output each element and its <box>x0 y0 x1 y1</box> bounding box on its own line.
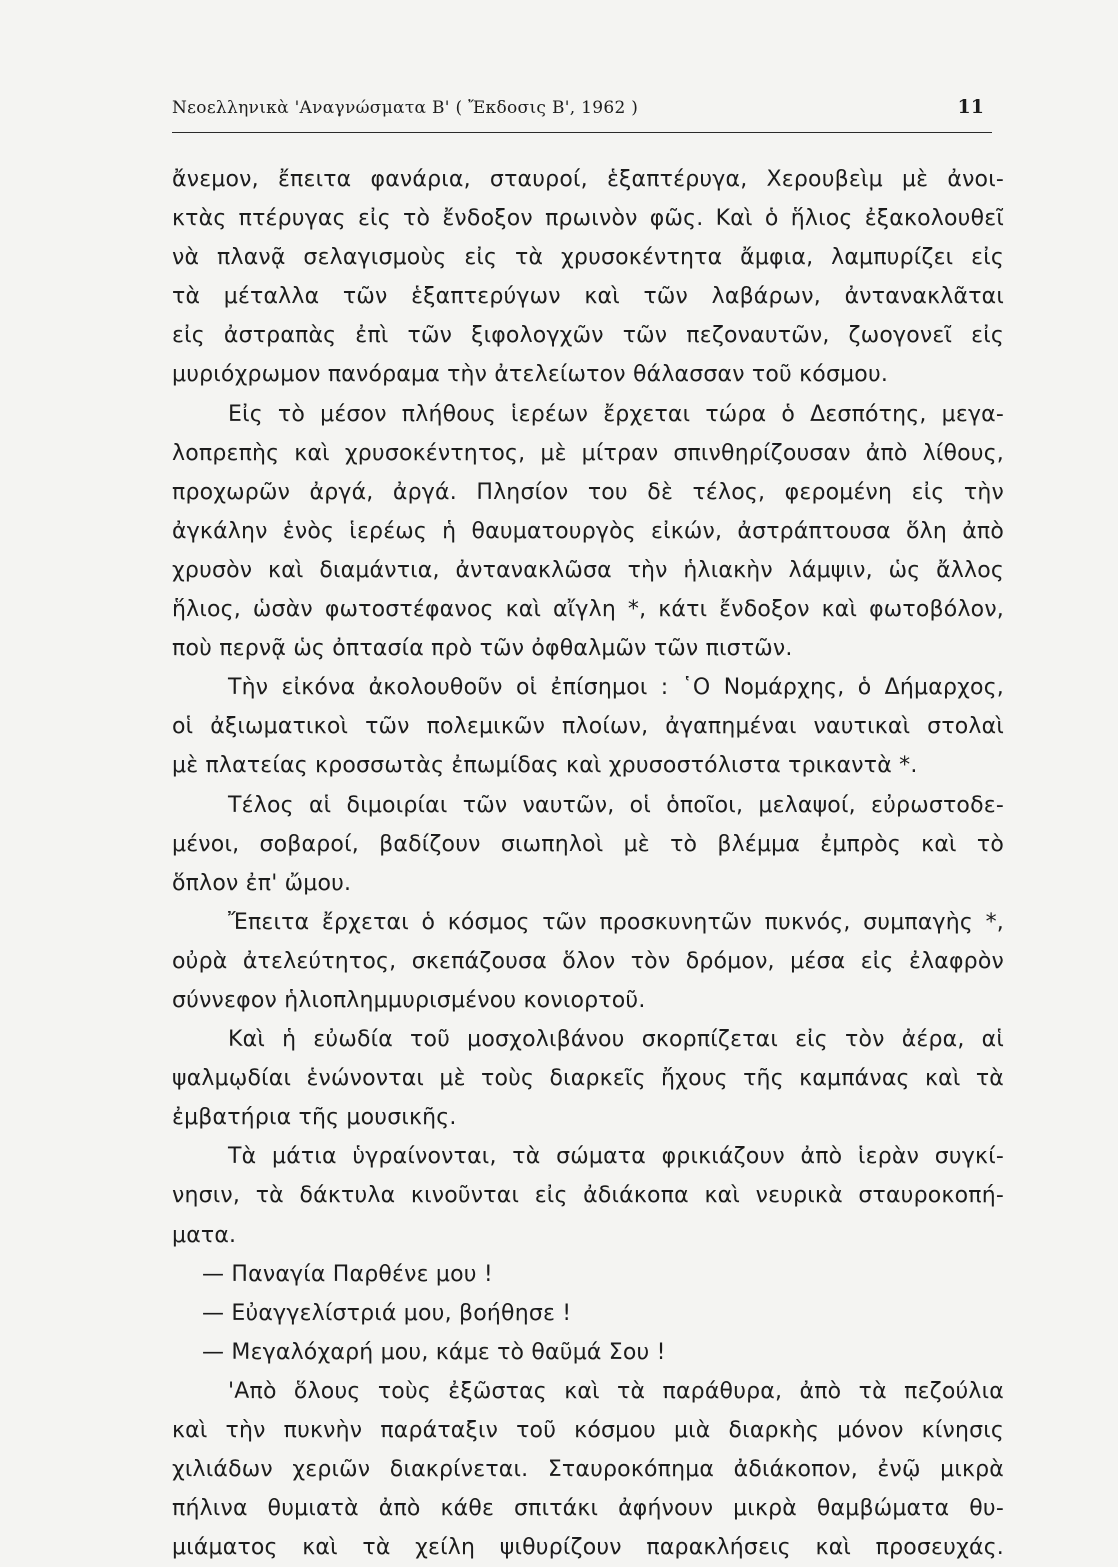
text-line: εἰς ἀστραπὰς ἐπὶ τῶν ξιφολογχῶν τῶν πεζοναυτῶν, ζωογονεῖ εἰς <box>172 323 1004 349</box>
text-line: καὶ τὴν πυκνὴν παράταξιν τοῦ κόσμου μιὰ διαρκὴς μόνον κίνησις <box>172 1418 1004 1443</box>
text-line: ἐμβατήρια τῆς μουσικῆς. <box>172 1105 457 1131</box>
text-line: Εἰς τὸ μέσον πλήθους ἱερέων ἔρχεται τώρα ὁ Δεσπότης, μεγα- <box>228 401 1004 427</box>
text-line: ποὺ περνᾷ ὡς ὀπτασία πρὸ τῶν ὀφθαλμῶν τῶν πιστῶν. <box>172 636 793 662</box>
dialogue-line: — Εὐαγγελίστριά μου, βοήθησε ! <box>202 1300 572 1326</box>
text-line: νὰ πλανᾷ σελαγισμοὺς εἰς τὰ χρυσοκέντητα ἄμφια, λαμπυρίζει εἰς <box>172 245 1004 271</box>
text-line: ψαλμῳδίαι ἑνώνονται μὲ τοὺς διαρκεῖς ἤχους τῆς καμπάνας καὶ τὰ <box>172 1066 1004 1092</box>
text-line: χρυσὸν καὶ διαμάντια, ἀντανακλῶσα τὴν ἡλιακὴν λάμψιν, ὡς ἄλλος <box>172 557 1004 583</box>
body-text <box>172 160 1004 1567</box>
text-line: προχωρῶν ἀργά, ἀργά. Πλησίον του δὲ τέλος, φερομένη εἰς τὴν <box>172 479 1004 505</box>
text-line: χιλιάδων χεριῶν διακρίνεται. Σταυροκόπημα ἀδιάκοπον, ἐνῷ μικρὰ <box>172 1457 1004 1483</box>
page-number: 11 <box>957 96 984 118</box>
text-line: κτὰς πτέρυγας εἰς τὸ ἔνδοξον πρωινὸν φῶς. Καὶ ὁ ἥλιος ἐξακολουθεῖ <box>172 206 1004 232</box>
text-line: μὲ πλατείας κροσσωτὰς ἐπωμίδας καὶ χρυσοστόλιστα τρικαντὰ *. <box>172 753 918 779</box>
text-line: Τὴν εἰκόνα ἀκολουθοῦν οἱ ἐπίσημοι : ῾Ο Νομάρχης, ὁ Δήμαρχος, <box>228 675 1004 701</box>
text-line: 'Απὸ ὅλους τοὺς ἐξῶστας καὶ τὰ παράθυρα, ἀπὸ τὰ πεζούλια <box>228 1378 1004 1404</box>
page-header <box>172 96 992 133</box>
text-line: μιάματος καὶ τὰ χείλη ψιθυρίζουν παρακλήσεις καὶ προσευχάς. <box>172 1535 1004 1561</box>
text-line: πήλινα θυμιατὰ ἀπὸ κάθε σπιτάκι ἀφήνουν μικρὰ θαμβώματα θυ- <box>172 1496 1004 1522</box>
text-line: Καὶ ἡ εὐωδία τοῦ μοσχολιβάνου σκορπίζεται εἰς τὸν ἀέρα, αἱ <box>228 1027 1004 1053</box>
text-line: μυριόχρωμον πανόραμα τὴν ἀτελείωτον θάλασσαν τοῦ κόσμου. <box>172 362 889 388</box>
text-line: οὐρὰ ἀτελεύτητος, σκεπάζουσα ὅλον τὸν δρόμον, μέσα εἰς ἐλαφρὸν <box>172 948 1004 974</box>
text-line: οἱ ἀξιωματικοὶ τῶν πολεμικῶν πλοίων, ἀγαπημέναι ναυτικαὶ στολαὶ <box>172 714 1004 740</box>
text-line: Ἔπειτα ἔρχεται ὁ κόσμος τῶν προσκυνητῶν πυκνός, συμπαγὴς *, <box>228 909 1004 935</box>
text-line: σύννεφον ἡλιοπλημμυρισμένου κονιορτοῦ. <box>172 987 646 1013</box>
dialogue-line: — Μεγαλόχαρή μου, κάμε τὸ θαῦμά Σου ! <box>202 1339 666 1365</box>
dialogue-line: — Παναγία Παρθένε μου ! <box>202 1261 493 1287</box>
text-line: ἀγκάλην ἑνὸς ἱερέως ἡ θαυματουργὸς εἰκών, ἀστράπτουσα ὅλη ἀπὸ <box>172 518 1004 544</box>
text-line: ματα. <box>172 1222 237 1248</box>
text-line: Τὰ μάτια ὑγραίνονται, τὰ σώματα φρικιάζουν ἀπὸ ἱερὰν συγκί- <box>228 1144 1004 1170</box>
text-line: ὅπλον ἐπ' ὤμου. <box>172 870 352 896</box>
text-line: τὰ μέταλλα τῶν ἑξαπτερύγων καὶ τῶν λαβάρων, ἀντανακλᾶται <box>172 284 1004 310</box>
text-line: λοπρεπὴς καὶ χρυσοκέντητος, μὲ μίτραν σπινθηρίζουσαν ἀπὸ λίθους, <box>172 440 1004 466</box>
text-line: ἥλιος, ὡσὰν φωτοστέφανος καὶ αἴγλη *, κάτι ἔνδοξον καὶ φωτοβόλον, <box>172 597 1004 623</box>
book-title: Νεοελληνικὰ 'Αναγνώσματα Β' ( Ἔκδοσις Β', 1962 ) <box>172 98 639 118</box>
text-line: νησιν, τὰ δάκτυλα κινοῦνται εἰς ἀδιάκοπα καὶ νευρικὰ σταυροκοπή- <box>172 1183 1004 1209</box>
text-line: Τέλος αἱ διμοιρίαι τῶν ναυτῶν, οἱ ὁποῖοι, μελαψοί, εὐρωστοδε- <box>228 792 1004 818</box>
text-line: μένοι, σοβαροί, βαδίζουν σιωπηλοὶ μὲ τὸ βλέμμα ἐμπρὸς καὶ τὸ <box>172 831 1004 857</box>
text-line: ἄνεμον, ἔπειτα φανάρια, σταυροί, ἑξαπτέρυγα, Χερουβεὶμ μὲ ἀνοι- <box>172 167 1004 192</box>
